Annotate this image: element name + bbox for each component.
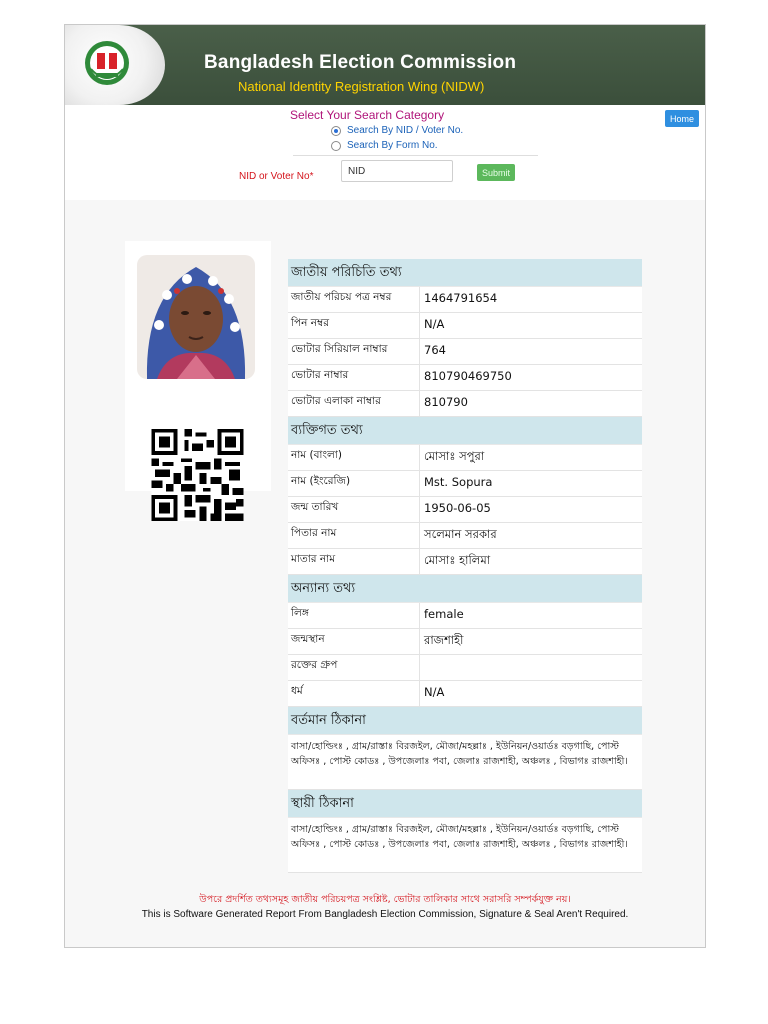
row-label: রক্তের গ্রুপ — [288, 655, 420, 680]
row-value: 810790 — [424, 395, 468, 409]
section-national-id: জাতীয় পরিচিতি তথ্য — [288, 259, 642, 287]
search-category-title: Select Your Search Category — [290, 108, 445, 122]
table-row — [288, 681, 642, 707]
row-label: ভোটার নাম্বার — [288, 365, 420, 390]
home-button[interactable]: Home — [665, 110, 699, 127]
table-row — [288, 655, 642, 681]
table-row — [288, 339, 642, 365]
permanent-address-text: বাসা/হোল্ডিংঃ , গ্রাম/রাস্তাঃ বিরজইল, মৌজা/মহল্লাঃ , ইউনিয়ন/ওয়ার্ডঃ বড়গাছি, পোস্ট অফিসঃ , পোস্ট কোডঃ , উপজেলাঃ পবা, জেলাঃ রাজশাহী, অঞ্চলঃ , বিভাগঃ রাজশাহী। — [288, 818, 642, 873]
radio-label-nid: Search By NID / Voter No. — [347, 125, 464, 136]
table-row — [288, 497, 642, 523]
radio-search-by-form[interactable] — [331, 140, 438, 151]
section-personal: ব্যক্তিগত তথ্য — [288, 417, 642, 445]
table-row — [288, 287, 642, 313]
row-value: 1464791654 — [424, 291, 498, 305]
row-value: 764 — [424, 343, 446, 357]
table-row — [288, 629, 642, 655]
radio-unselected-icon[interactable] — [331, 141, 341, 151]
present-address-text: বাসা/হোল্ডিংঃ , গ্রাম/রাস্তাঃ বিরজইল, মৌজা/মহল্লাঃ , ইউনিয়ন/ওয়ার্ডঃ বড়গাছি, পোস্ট অফিসঃ , পোস্ট কোডঃ , উপজেলাঃ পবা, জেলাঃ রাজশাহী, অঞ্চলঃ , বিভাগঃ রাজশাহী। — [288, 735, 642, 790]
section-present-address: বর্তমান ঠিকানা — [288, 707, 642, 735]
table-row — [288, 471, 642, 497]
table-row — [288, 603, 642, 629]
row-label: লিঙ্গ — [288, 603, 420, 628]
row-label: জাতীয় পরিচয় পত্র নম্বর — [288, 287, 420, 312]
search-panel — [65, 105, 705, 200]
row-value: N/A — [424, 685, 445, 699]
section-other: অন্যান্য তথ্য — [288, 575, 642, 603]
row-value: N/A — [424, 317, 445, 331]
row-value — [420, 655, 642, 680]
submit-button[interactable]: Submit — [477, 164, 515, 181]
table-row — [288, 365, 642, 391]
table-row — [288, 313, 642, 339]
row-label: পিন নম্বর — [288, 313, 420, 338]
radio-search-by-nid[interactable] — [331, 125, 463, 136]
nid-input[interactable] — [341, 160, 453, 182]
row-value: সলেমান সরকার — [424, 527, 497, 541]
row-label: নাম (বাংলা) — [288, 445, 420, 470]
row-label: নাম (ইংরেজি) — [288, 471, 420, 496]
row-label: ভোটার সিরিয়াল নাম্বার — [288, 339, 420, 364]
radio-selected-icon[interactable] — [331, 126, 341, 136]
row-value: রাজশাহী — [424, 633, 464, 647]
nid-field-label: NID or Voter No* — [239, 171, 314, 182]
divider — [293, 155, 538, 156]
table-row — [288, 391, 642, 417]
notice-bangla: উপরে প্রদর্শিত তথ্যসমূহ জাতীয় পরিচয়পত্র সংশ্লিষ্ট, ভোটার তালিকার সাথে সরাসরি সম্পর্কযুক্ত নয়। — [199, 894, 571, 905]
info-table — [288, 259, 642, 873]
table-row — [288, 523, 642, 549]
row-label: ধর্ম — [288, 681, 420, 706]
qr-code-icon — [149, 429, 246, 521]
page-subtitle: National Identity Registration Wing (NIDW) — [238, 79, 485, 94]
person-photo-icon — [137, 255, 255, 379]
row-value: female — [424, 607, 464, 621]
page-title: Bangladesh Election Commission — [204, 52, 517, 73]
site-header — [65, 25, 705, 105]
report-frame — [64, 24, 706, 948]
election-commission-seal-icon — [83, 39, 131, 87]
logo-area — [65, 25, 165, 105]
notice-english: This is Software Generated Report From Bangladesh Election Commission, Signature & Seal Aren't Required. — [141, 909, 629, 920]
row-value: মোসাঃ সপুরা — [424, 449, 485, 463]
row-value: 1950-06-05 — [424, 501, 491, 515]
row-label: মাতার নাম — [288, 549, 420, 574]
row-label: পিতার নাম — [288, 523, 420, 548]
row-label: জন্মস্থান — [288, 629, 420, 654]
row-value: মোসাঃ হালিমা — [424, 553, 491, 567]
row-value: 810790469750 — [424, 369, 512, 383]
row-label: ভোটার এলাকা নাম্বার — [288, 391, 420, 416]
table-row — [288, 549, 642, 575]
row-value: Mst. Sopura — [424, 475, 493, 489]
row-label: জন্ম তারিখ — [288, 497, 420, 522]
table-row — [288, 445, 642, 471]
radio-label-form: Search By Form No. — [347, 140, 438, 151]
section-permanent-address: স্থায়ী ঠিকানা — [288, 790, 642, 818]
